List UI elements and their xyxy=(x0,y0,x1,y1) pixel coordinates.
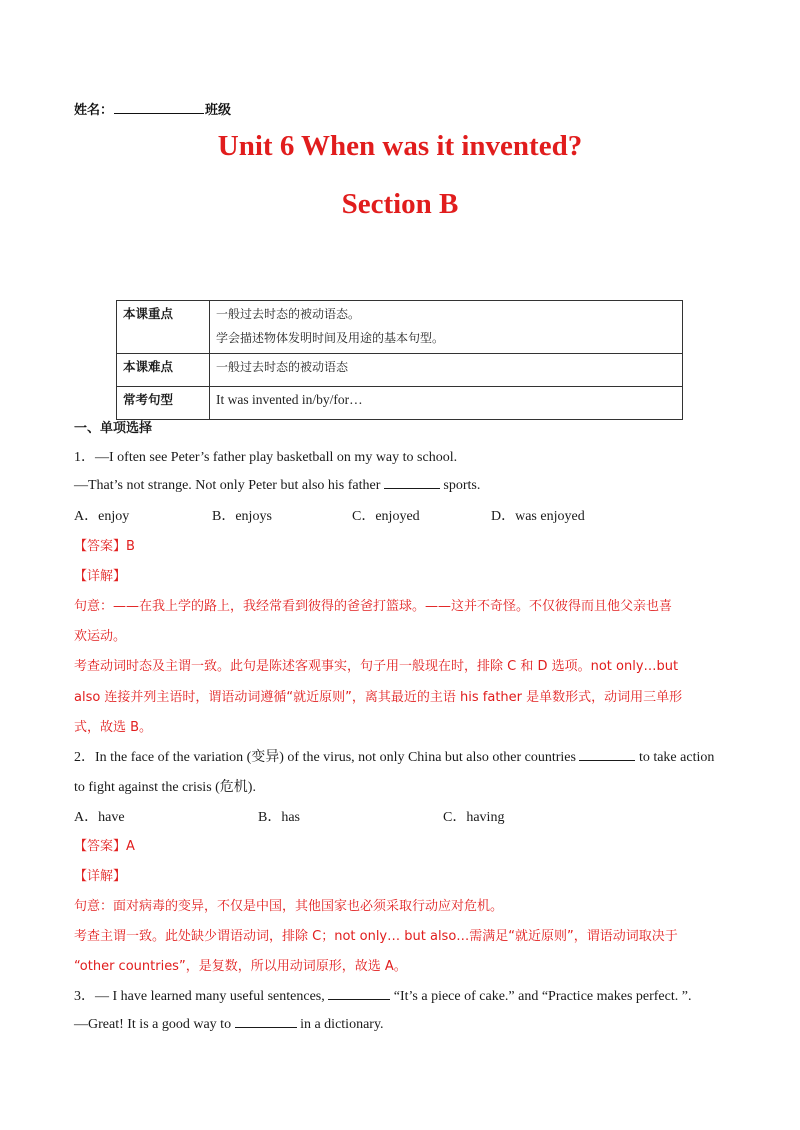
q2-option-a: A．have xyxy=(74,810,125,825)
q2-stem-text: 2．In the face of the variation (变异) of the virus, not only China but also other countries xyxy=(74,750,576,765)
q1-explanation: 句意：——在我上学的路上，我经常看到彼得的爸爸打篮球。——这并不奇怪。不仅彼得而且他父亲也喜 xyxy=(74,599,673,614)
q2-stem-line2: to fight against the crisis (危机). xyxy=(74,780,256,795)
q1-stem-text: —That’s not strange. Not only Peter but also his father xyxy=(74,478,381,493)
q3-stem-text: —Great! It is a good way to xyxy=(74,1017,232,1032)
answer-blank xyxy=(579,748,635,761)
q2-answer: 【答案】A xyxy=(74,839,135,854)
table-row xyxy=(117,354,683,387)
q1-answer: 【答案】B xyxy=(74,539,135,554)
q1-option-c: C．enjoyed xyxy=(352,509,420,524)
q3-stem-text: 3．— I have learned many useful sentences, xyxy=(74,989,325,1004)
q1-explanation: 欢运动。 xyxy=(74,629,127,644)
key-points-table xyxy=(116,300,683,420)
class-label: 班级 xyxy=(205,103,232,118)
q1-option-d: D．was enjoyed xyxy=(491,509,585,524)
name-blank xyxy=(114,101,204,114)
pattern-value: It was invented in/by/for… xyxy=(210,387,683,420)
q1-stem-text-end: sports. xyxy=(443,478,481,493)
q2-explanation: 句意：面对病毒的变异，不仅是中国，其他国家也必须采取行动应对危机。 xyxy=(74,899,504,914)
q1-detail-label: 【详解】 xyxy=(74,569,127,584)
q3-stem-text-end: “It’s a piece of cake.” and “Practice makes perfect. ”. xyxy=(393,989,692,1004)
answer-blank xyxy=(384,476,440,489)
q1-stem-line2 xyxy=(74,476,480,494)
focus-value xyxy=(210,301,683,354)
q2-option-b: B．has xyxy=(258,810,300,825)
q1-explanation: 式，故选 B。 xyxy=(74,720,153,735)
name-label: 姓名： xyxy=(74,103,114,118)
q1-stem-line1: 1．—I often see Peter’s father play basketball on my way to school. xyxy=(74,450,458,465)
answer-blank xyxy=(235,1015,297,1028)
answer-blank xyxy=(328,987,390,1000)
q3-stem-line2 xyxy=(74,1015,384,1033)
q1-explanation: 考查动词时态及主谓一致。此句是陈述客观事实，句子用一般现在时，排除 C 和 D 选项。not only…but xyxy=(74,659,679,674)
table-row xyxy=(117,387,683,420)
unit-title: Unit 6 When was it invented? xyxy=(217,130,583,162)
q1-option-a: A．enjoy xyxy=(74,509,130,524)
name-class-line xyxy=(74,99,231,118)
section-heading: 一、单项选择 xyxy=(74,421,153,436)
section-title: Section B xyxy=(341,188,459,220)
focus-value-line: 一般过去时态的被动语态。 xyxy=(216,307,361,321)
q1-explanation: also 连接并列主语时，谓语动词遵循“就近原则”，离其最近的主语 his father 是单数形式，动词用三单形 xyxy=(74,690,683,705)
focus-value-line: 学会描述物体发明时间及用途的基本句型。 xyxy=(216,331,445,345)
pattern-label: 常考句型 xyxy=(117,387,210,420)
q2-stem-text-end: to take action xyxy=(638,750,715,765)
q2-explanation: “other countries”，是复数，所以用动词原形，故选 A。 xyxy=(74,959,407,974)
q2-option-c: C．having xyxy=(443,810,505,825)
difficulty-label: 本课难点 xyxy=(117,354,210,387)
table-row xyxy=(117,301,683,354)
q1-option-b: B．enjoys xyxy=(212,509,272,524)
q2-stem-line1 xyxy=(74,746,714,766)
difficulty-value: 一般过去时态的被动语态 xyxy=(210,354,683,387)
focus-label: 本课重点 xyxy=(117,301,210,354)
q3-stem-text-end: in a dictionary. xyxy=(300,1017,384,1032)
q2-explanation: 考查主谓一致。此处缺少谓语动词，排除 C；not only… but also…需满足“就近原则”，谓语动词取决于 xyxy=(74,929,678,944)
q2-detail-label: 【详解】 xyxy=(74,869,127,884)
q3-stem-line1 xyxy=(74,985,691,1005)
